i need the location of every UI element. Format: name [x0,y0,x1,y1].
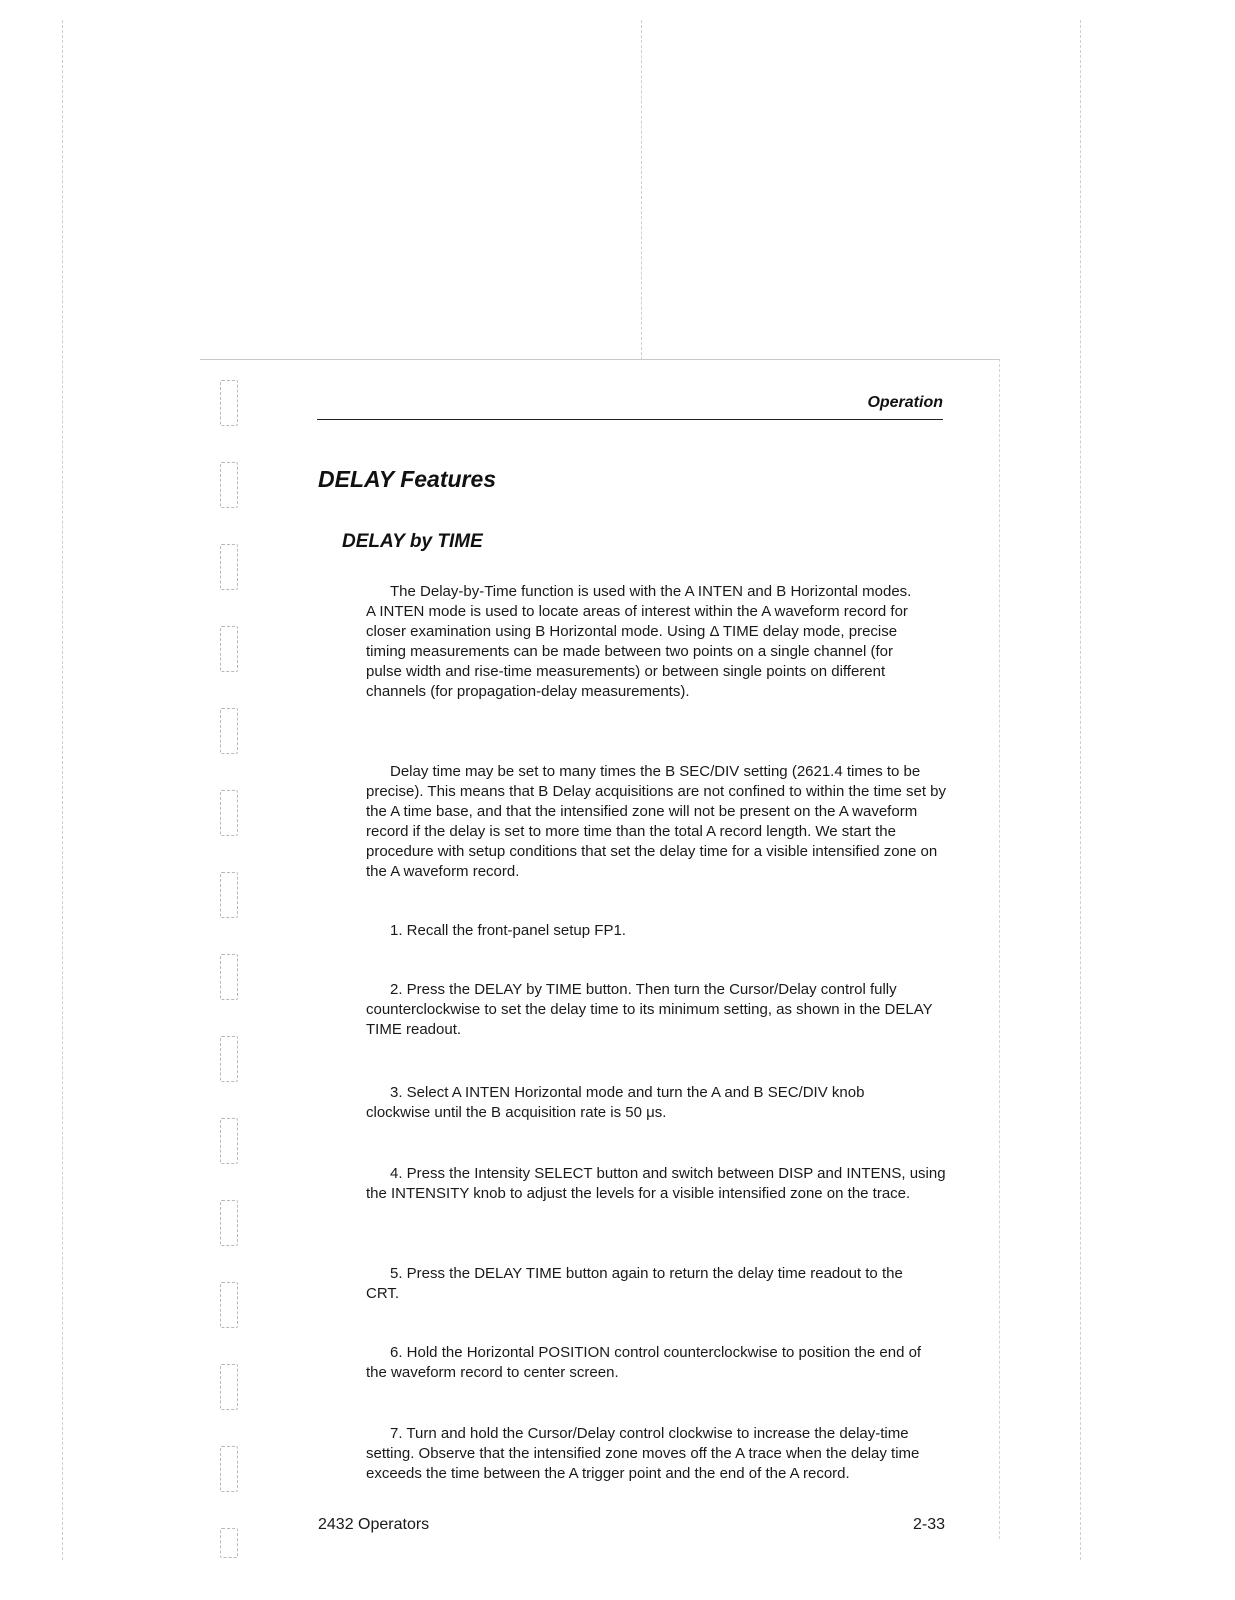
binder-hole [220,1200,238,1246]
binder-hole [220,1446,238,1492]
binder-hole [220,872,238,918]
binder-hole [220,1364,238,1410]
binder-hole [220,708,238,754]
page-frame-top-edge [200,359,1000,360]
binder-hole [220,1528,238,1558]
binder-hole [220,380,238,426]
step-item: 6. Hold the Horizontal POSITION control counterclockwise to position the end of the waveform record to center screen. [366,1344,922,1381]
step-item: 3. Select A INTEN Horizontal mode and turn the A and B SEC/DIV knob clockwise until the B acquisition rate is 50 μs. [366,1084,865,1121]
intro-paragraph: The Delay-by-Time function is used with the A INTEN and B Horizontal modes. A INTEN mode is used to locate areas of interest within the A waveform record for closer examination using B Horizontal mode. Using Δ TIME delay mode, precise timing measurements can be made between two points on a single channel (for pulse width and rise-time measurements) or between single points on different channels (for propagation-delay measurements). [366,583,912,700]
step-item: 1. Recall the front-panel setup FP1. [390,922,626,939]
scan-artifact-left-line [62,20,63,1560]
binder-hole [220,544,238,590]
section-title: DELAY Features [318,466,497,492]
footer-page-number: 2-33 [912,1516,945,1533]
binder-hole [220,954,238,1000]
step-item: 4. Press the Intensity SELECT button and switch between DISP and INTENS, using the INTENSITY knob to adjust the levels for a visible intensified zone on the trace. [366,1165,946,1202]
step-item: 7. Turn and hold the Cursor/Delay control clockwise to increase the delay-time setting. Observe that the intensified zone moves off the A trace when the delay time exceeds the time between the A trigger point and the end of the A record. [366,1425,920,1482]
binder-hole [220,462,238,508]
binder-hole [220,1118,238,1164]
scan-artifact-center-line [641,20,642,360]
binder-hole [220,1282,238,1328]
subsection-title: DELAY by TIME [342,531,483,552]
binder-holes [220,380,240,1560]
step-item: 5. Press the DELAY TIME button again to return the delay time readout to the CRT. [366,1265,903,1302]
scan-artifact-right-line [1080,20,1081,1560]
step-item: 2. Press the DELAY by TIME button. Then turn the Cursor/Delay control fully counterclockwise to set the delay time to its minimum setting, as shown in the DELAY TIME readout. [366,981,933,1038]
running-header: Operation [867,394,943,411]
page-frame-right-edge [999,359,1000,1539]
footer-manual-name: 2432 Operators [318,1516,430,1533]
delay-time-paragraph: Delay time may be set to many times the B SEC/DIV setting (2621.4 times to be precise). This means that B Delay acquisitions are not confined to within the time set by the A time base, and that the intensified zone will not be present on the A waveform record if the delay is set to more time than the total A record length. We start the procedure with setup conditions that set the delay time for a visible intensified zone on the A waveform record. [366,763,947,880]
binder-hole [220,790,238,836]
header-rule [317,419,943,420]
binder-hole [220,626,238,672]
binder-hole [220,1036,238,1082]
